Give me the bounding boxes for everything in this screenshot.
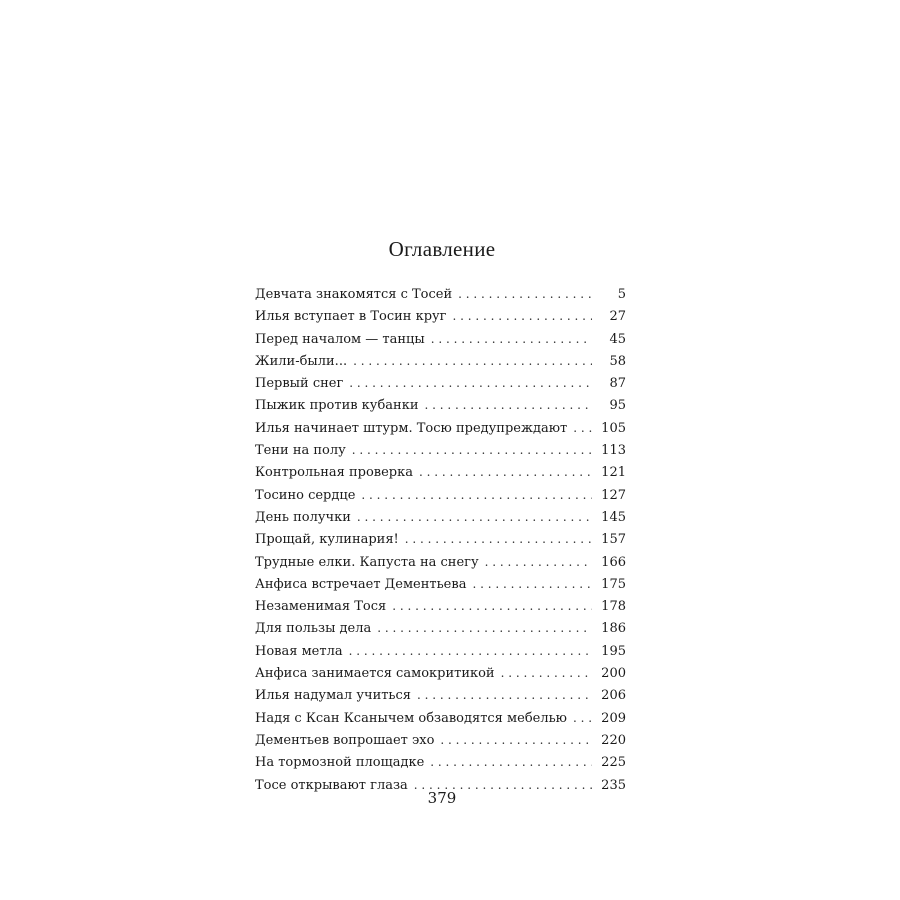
dot-leader xyxy=(392,595,592,617)
toc-entry-page: 195 xyxy=(601,643,626,659)
dot-leader xyxy=(377,617,592,639)
toc-entry-title: Первый снег xyxy=(255,376,344,392)
toc-entry-title: Перед началом — танцы xyxy=(255,331,425,347)
toc-entry xyxy=(255,394,626,416)
dot-leader xyxy=(452,305,592,327)
toc-entry-page: 58 xyxy=(609,353,626,369)
toc-entry-title: Дементьев вопрошает эхо xyxy=(255,732,435,748)
toc-entry xyxy=(255,305,626,327)
toc-entry-title: Контрольная проверка xyxy=(255,465,413,481)
dot-leader xyxy=(361,484,592,506)
toc-entry-page: 200 xyxy=(601,666,626,682)
toc-entry xyxy=(255,573,626,595)
toc-entry-title: День получки xyxy=(255,509,351,525)
dot-leader xyxy=(405,528,592,550)
toc-entry-title: Тосе открывают глаза xyxy=(255,777,408,793)
toc-entry xyxy=(255,662,626,684)
toc-entry-page: 145 xyxy=(601,509,626,525)
toc-entry-page: 225 xyxy=(601,755,626,771)
dot-leader xyxy=(472,573,592,595)
toc-entry-page: 209 xyxy=(601,710,626,726)
toc-entry-page: 166 xyxy=(601,554,626,570)
dot-leader xyxy=(573,417,592,439)
toc-entry xyxy=(255,528,626,550)
toc-entry xyxy=(255,506,626,528)
toc-entry-page: 95 xyxy=(609,398,626,414)
toc-entry-page: 206 xyxy=(601,688,626,704)
page-number: 379 xyxy=(427,789,457,807)
toc-entry-title: Прощай, кулинария! xyxy=(255,532,399,548)
dot-leader xyxy=(349,640,592,662)
toc-entry xyxy=(255,707,626,729)
dot-leader xyxy=(349,372,592,394)
toc-entry-page: 5 xyxy=(617,287,626,302)
toc-entry xyxy=(255,417,626,439)
dot-leader xyxy=(431,328,592,350)
toc-entry-title: Илья начинает штурм. Тосю предупреждают xyxy=(255,420,568,436)
toc-entry-title: Для пользы дела xyxy=(255,621,372,637)
dot-leader xyxy=(485,551,592,573)
toc-entry-page: 113 xyxy=(601,443,626,459)
dot-leader xyxy=(573,707,592,729)
toc-entry-title: Новая метла xyxy=(255,643,343,659)
toc-entry-page: 87 xyxy=(609,376,626,392)
toc-entry-title: Тени на полу xyxy=(255,443,346,459)
toc-entry-page: 220 xyxy=(601,732,626,748)
toc-entry-page: 235 xyxy=(601,777,626,793)
toc-entry-title: Надя с Ксан Ксанычем обзаводятся мебелью xyxy=(255,710,567,726)
toc-entry xyxy=(255,350,626,372)
dot-leader xyxy=(430,751,592,773)
dot-leader xyxy=(458,283,592,305)
toc-entry-page: 45 xyxy=(609,331,626,347)
toc-entry xyxy=(255,751,626,773)
dot-leader xyxy=(501,662,592,684)
toc-entry-title: На тормозной площадке xyxy=(255,755,425,771)
toc-entry-title: Жили-были... xyxy=(255,353,348,369)
dot-leader xyxy=(357,506,592,528)
toc-heading: Оглавление xyxy=(388,237,496,261)
toc-entry-page: 186 xyxy=(601,621,626,637)
toc-entry-title: Анфиса занимается самокритикой xyxy=(255,666,495,682)
toc-entry xyxy=(255,461,626,483)
toc-entry-title: Илья надумал учиться xyxy=(255,688,411,704)
toc-entry-page: 157 xyxy=(601,532,626,548)
toc-entry-page: 121 xyxy=(601,465,626,481)
toc-entry xyxy=(255,617,626,639)
toc-entry-page: 105 xyxy=(601,420,626,436)
toc-entry-page: 175 xyxy=(601,576,626,592)
toc-entry-page: 127 xyxy=(601,487,626,503)
dot-leader xyxy=(417,684,592,706)
toc-entry-page: 178 xyxy=(601,599,626,615)
dot-leader xyxy=(440,729,592,751)
toc-entry-title: Незаменимая Тося xyxy=(255,599,387,615)
toc-entry xyxy=(255,283,626,305)
toc-entry xyxy=(255,595,626,617)
dot-leader xyxy=(425,394,593,416)
toc-entry xyxy=(255,551,626,573)
toc-entry-title: Тосино сердце xyxy=(255,487,356,503)
toc-entry xyxy=(255,439,626,461)
toc-entry xyxy=(255,729,626,751)
toc-entry xyxy=(255,484,626,506)
toc-entry xyxy=(255,684,626,706)
toc-entry-title: Трудные елки. Капуста на снегу xyxy=(255,554,479,570)
dot-leader xyxy=(352,439,592,461)
toc-entry-title: Анфиса встречает Дементьева xyxy=(255,576,467,592)
toc-entry-title: Девчата знакомятся с Тосей xyxy=(255,287,453,302)
toc-entry xyxy=(255,640,626,662)
toc-entry-title: Илья вступает в Тосин круг xyxy=(255,309,447,325)
toc-entry xyxy=(255,372,626,394)
dot-leader xyxy=(419,461,592,483)
toc-list xyxy=(255,283,626,796)
toc-entry-title: Пыжик против кубанки xyxy=(255,398,419,414)
toc-entry xyxy=(255,328,626,350)
dot-leader xyxy=(353,350,592,372)
toc-entry-page: 27 xyxy=(609,309,626,325)
